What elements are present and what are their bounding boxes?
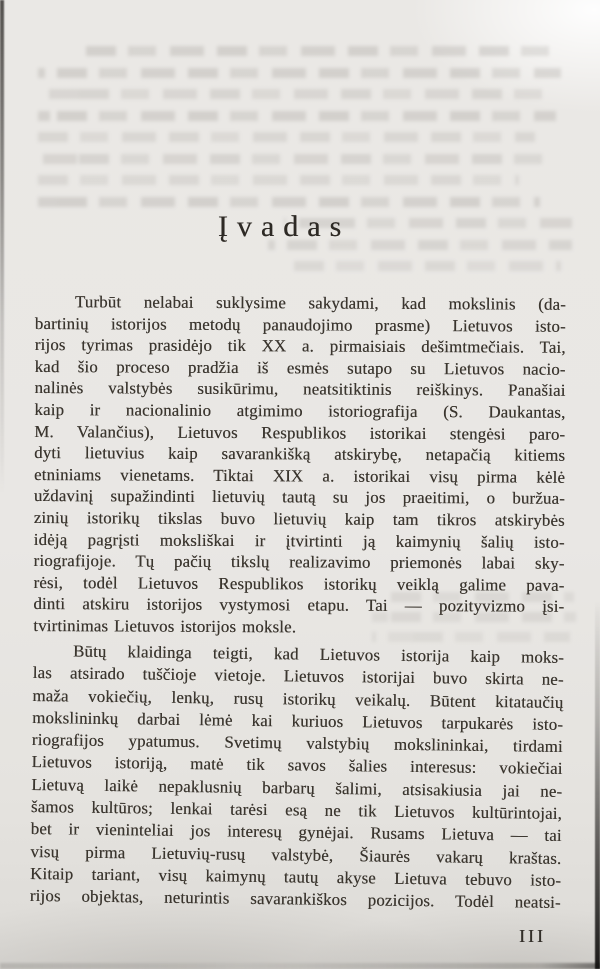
text-line: kad šio proceso pradžia iš esmės sutapo su Lietuvos nacio- [34, 356, 566, 379]
text-line: etniniams vienetams. Tiktai XIX a. istorikai visų pirma kėlė [33, 464, 566, 487]
text-line: visų pirma Lietuvių-rusų valstybė, Šiaurės vakarų kraštas. [30, 841, 562, 868]
text-line: Turbūt nelabai suklysime sakydami, kad mokslinis (da- [74, 292, 566, 314]
text-line: Kitaip tariant, visų kaimynų tautų akyse Lietuva tebuvo isto- [29, 863, 562, 890]
scan-edge-shadow-bottom [0, 963, 600, 969]
text-line: tvirtinimas Lietuvos istorijos moksle. [33, 615, 297, 637]
ghost-text-line [38, 68, 561, 78]
scan-edge-shadow-right [595, 0, 600, 969]
ghost-text-line [86, 46, 556, 56]
paragraph-1 [33, 291, 566, 639]
text-line: idėją pagrįsti moksliškai ir įtvirtinti ją kaimynių šalių isto- [33, 529, 565, 552]
ghost-text-line [38, 197, 540, 207]
text-line: riografijos ypatumus. Svetimų valstybių mokslininkai, tirdami [31, 729, 563, 756]
bleedthrough-ghost-text [38, 46, 572, 283]
ghost-text-line [38, 111, 556, 121]
page-text-block [29, 291, 566, 912]
ghost-text-line [294, 261, 561, 271]
ghost-text-line [38, 175, 519, 185]
text-line: uždavinį supažindinti lietuvių tautą su jos praeitimi, o buržua- [33, 486, 565, 509]
text-line: rėsi, todėl Lietuvos Respublikos istorikų veiklą galime pava- [33, 572, 565, 595]
ghost-text-line [38, 154, 551, 164]
page-number: III [519, 926, 546, 946]
ghost-text-line [38, 132, 535, 142]
text-line: kaip ir nacionalinio atgimimo istoriografija (S. Daukantas, [34, 399, 566, 422]
text-line: las atsirado tuščioje vietoje. Lietuvos istorijai buvo skirta ne- [32, 662, 564, 689]
chapter-title: Įvadas [217, 210, 351, 243]
text-line: šamos kultūros; lenkai tarėsi esą ne tik Lietuvos kultūrintojai, [30, 796, 563, 823]
text-line: dyti lietuvius kaip savarankišką atskirybę, netapačią kitiems [34, 443, 566, 465]
text-line: zinių istorikų tikslas buvo lietuvių kaip tam tikros atskirybės [33, 507, 565, 530]
text-line: Būtų klaidinga teigti, kad Lietuvos istorija kaip moks- [72, 641, 565, 667]
text-line: dinti atskiru istorijos vystymosi etapu. Tai — pozityvizmo įsi- [33, 594, 565, 617]
text-line: bet ir vieninteliai jos interesų gynėjai. Rusams Lietuva — tai [30, 818, 562, 845]
text-line: mokslininkų darbai lėmė kai kuriuos Lietuvos tarpukarės isto- [32, 707, 564, 734]
text-line: rijos objektas, neturintis savarankiškos pozicijos. Todėl neatsi- [29, 885, 561, 912]
text-line: M. Valančius), Lietuvos Respublikos istorikai stengėsi paro- [34, 421, 566, 444]
text-line: Lietuvos istoriją, matė tik savos šalies interesus: vokiečiai [31, 751, 563, 778]
text-line: nalinės valstybės susikūrimu, neatsitiktinis reiškinys. Panašiai [34, 378, 566, 401]
text-line: maža vokiečių, lenkų, rusų istorikų veikalų. Būtent kitataučių [32, 685, 564, 712]
text-line: bartinių istorijos metodų panaudojimo prasme) Lietuvos isto- [34, 313, 566, 336]
ghost-text-line [38, 89, 545, 99]
text-line: rijos tyrimas prasidėjo tik XX a. pirmaisiais dešimtmečiais. Tai, [34, 335, 566, 357]
scan-edge-shadow-left [0, 0, 4, 520]
text-line: Lietuvą laikė nepaklusnių barbarų šalimi, atsisakiusia jai ne- [31, 774, 563, 801]
paragraph-2 [30, 639, 564, 913]
text-line: riografijoje. Tų pačių tikslų realizavimo priemonės labai sky- [33, 551, 565, 573]
